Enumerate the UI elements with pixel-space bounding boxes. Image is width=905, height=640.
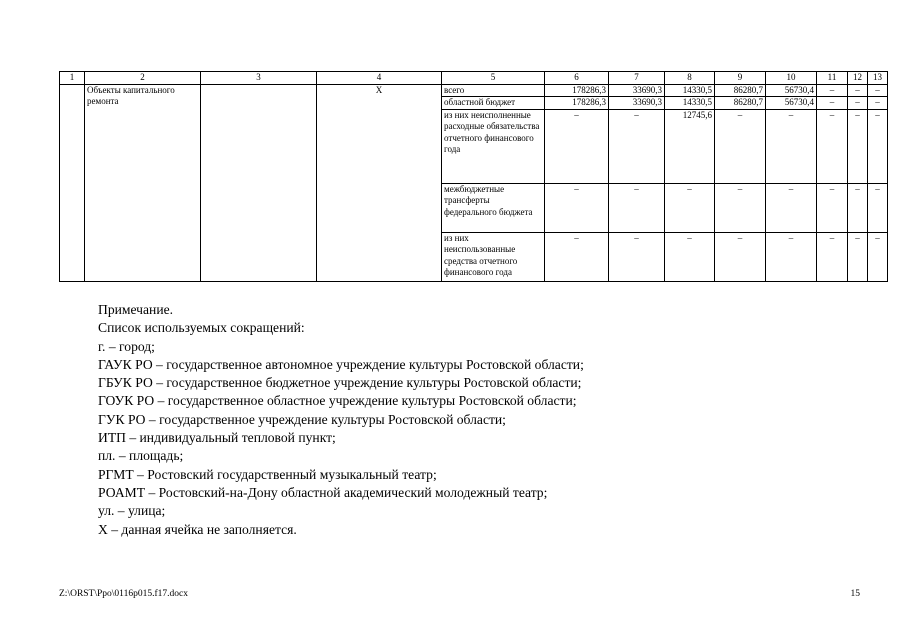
value-cell: – [766, 183, 817, 232]
row-num-cell [60, 84, 85, 281]
value-cell: 14330,5 [665, 84, 715, 97]
value-cell: – [665, 183, 715, 232]
value-cell: 86280,7 [715, 84, 766, 97]
col-header: 13 [868, 72, 888, 85]
value-cell: – [817, 97, 848, 110]
note-line: ГУК РО – государственное учреждение культуры Ростовской области; [98, 411, 506, 427]
note-line: Список используемых сокращений: [98, 320, 305, 336]
value-cell: 14330,5 [665, 97, 715, 110]
empty-cell [201, 84, 317, 281]
note-line: ГАУК РО – государственное автономное учреждение культуры Ростовской области; [98, 356, 584, 372]
value-cell: – [817, 84, 848, 97]
value-cell: – [848, 183, 868, 232]
value-cell: – [848, 232, 868, 281]
col-header: 2 [85, 72, 201, 85]
value-cell: – [848, 109, 868, 183]
value-cell: – [766, 109, 817, 183]
value-cell: 33690,3 [609, 84, 665, 97]
value-cell: – [715, 109, 766, 183]
table-row [60, 84, 888, 97]
col-header: 12 [848, 72, 868, 85]
note-line: ГБУК РО – государственное бюджетное учреждение культуры Ростовской области; [98, 375, 582, 391]
note-line: РГМТ – Ростовский государственный музыкальный театр; [98, 466, 437, 482]
value-cell: 56730,4 [766, 97, 817, 110]
col-header: 11 [817, 72, 848, 85]
row-label: из них неисполненные расходные обязательства отчетного финансового года [442, 109, 545, 183]
value-cell: – [545, 109, 609, 183]
value-cell: – [766, 232, 817, 281]
col-header: 1 [60, 72, 85, 85]
value-cell: – [665, 232, 715, 281]
value-cell: 12745,6 [665, 109, 715, 183]
value-cell: – [817, 109, 848, 183]
value-cell: – [715, 183, 766, 232]
col-header: 10 [766, 72, 817, 85]
row-label: всего [442, 84, 545, 97]
col-header: 9 [715, 72, 766, 85]
value-cell: – [817, 183, 848, 232]
budget-table [59, 71, 888, 282]
value-cell: – [848, 97, 868, 110]
value-cell: 56730,4 [766, 84, 817, 97]
row-label: из них неиспользованные средства отчетного финансового года [442, 232, 545, 281]
page-number: 15 [850, 589, 860, 599]
value-cell: – [868, 183, 888, 232]
row-label: областной бюджет [442, 97, 545, 110]
value-cell: 178286,3 [545, 97, 609, 110]
col-header: 5 [442, 72, 545, 85]
value-cell: – [609, 232, 665, 281]
note-line: ул. – улица; [98, 503, 166, 519]
value-cell: – [868, 232, 888, 281]
row-label: межбюджетные трансферты федерального бюджета [442, 183, 545, 232]
note-line: ИТП – индивидуальный тепловой пункт; [98, 430, 336, 446]
table-header-row [60, 72, 888, 85]
col-header: 4 [317, 72, 442, 85]
object-name-cell: Объекты капитального ремонта [85, 84, 201, 281]
value-cell: – [609, 183, 665, 232]
value-cell: – [817, 232, 848, 281]
value-cell: – [848, 84, 868, 97]
value-cell: – [868, 109, 888, 183]
col4-cell: Х [317, 84, 442, 281]
value-cell: 86280,7 [715, 97, 766, 110]
note-line: Х – данная ячейка не заполняется. [98, 521, 297, 537]
value-cell: – [868, 97, 888, 110]
value-cell: 178286,3 [545, 84, 609, 97]
col-header: 8 [665, 72, 715, 85]
value-cell: 33690,3 [609, 97, 665, 110]
notes-title: Примечание. [98, 302, 174, 317]
note-line: г. – город; [98, 338, 155, 354]
value-cell: – [715, 232, 766, 281]
value-cell: – [868, 84, 888, 97]
value-cell: – [545, 232, 609, 281]
col-header: 6 [545, 72, 609, 85]
note-line: РОАМТ – Ростовский-на-Дону областной академический молодежный театр; [98, 484, 548, 500]
value-cell: – [609, 109, 665, 183]
col-header: 3 [201, 72, 317, 85]
note-line: пл. – площадь; [98, 448, 184, 464]
notes-section [98, 301, 584, 539]
col-header: 7 [609, 72, 665, 85]
note-line: ГОУК РО – государственное областное учреждение культуры Ростовской области; [98, 393, 577, 409]
footer-file-path: Z:\ORST\Ppo\0116p015.f17.docx [59, 589, 188, 599]
value-cell: – [545, 183, 609, 232]
